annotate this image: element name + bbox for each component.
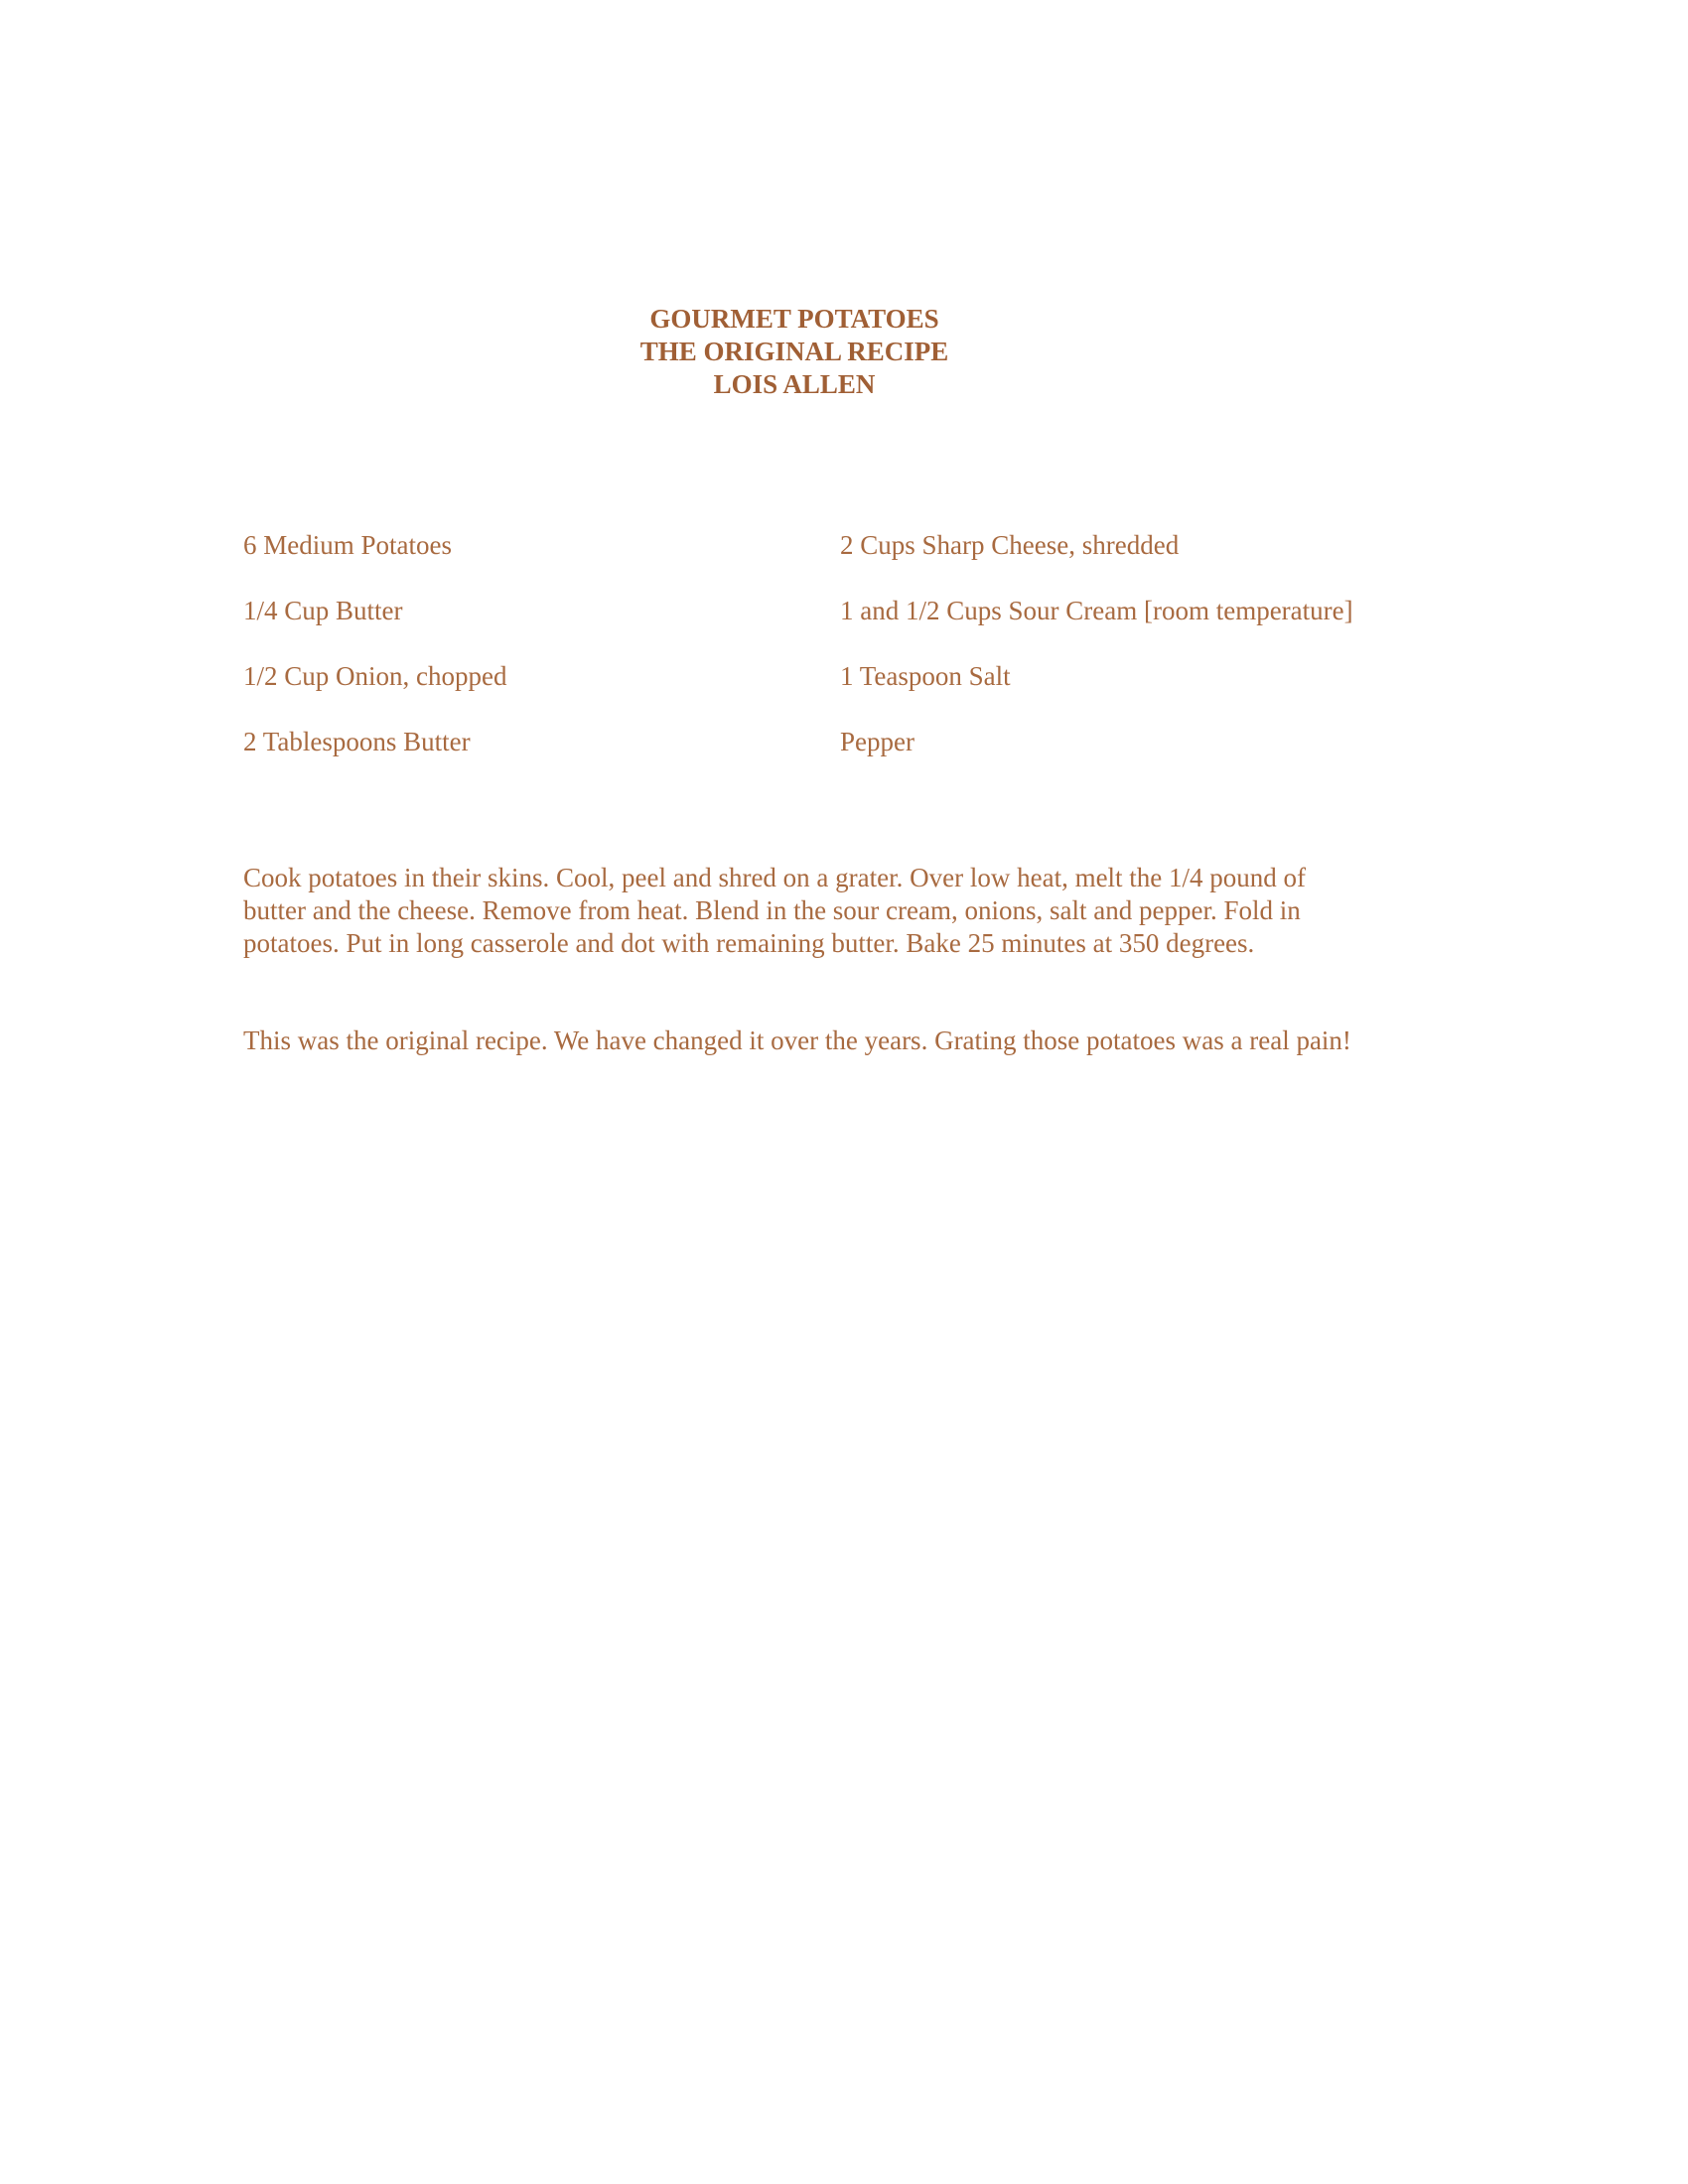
instructions-line: butter and the cheese. Remove from heat. Blend in the sour cream, onions, salt and pepper. Fold in — [243, 895, 1301, 925]
instructions-paragraph — [243, 862, 1435, 960]
instructions-line: Cook potatoes in their skins. Cool, peel and shred on a grater. Over low heat, melt the 1/4 pound of — [243, 863, 1307, 892]
ingredient-item: 1 Teaspoon Salt — [840, 661, 1011, 691]
ingredient-item: Pepper — [840, 727, 914, 756]
ingredient-item: 6 Medium Potatoes — [243, 530, 452, 560]
ingredient-item: 1 and 1/2 Cups Sour Cream [room temperature] — [840, 596, 1353, 625]
recipe-subtitle: THE ORIGINAL RECIPE — [639, 337, 949, 366]
recipe-author: LOIS ALLEN — [713, 369, 876, 399]
title-block — [596, 303, 993, 401]
recipe-title: GOURMET POTATOES — [649, 304, 939, 334]
closing-note: This was the original recipe. We have changed it over the years. Grating those potatoes was a real pain! — [243, 1025, 1351, 1055]
ingredients-right-column — [840, 528, 1353, 790]
instructions-line: potatoes. Put in long casserole and dot with remaining butter. Bake 25 minutes at 350 degrees. — [243, 928, 1255, 958]
ingredient-item: 2 Cups Sharp Cheese, shredded — [840, 530, 1180, 560]
ingredient-item: 2 Tablespoons Butter — [243, 727, 471, 756]
ingredient-item: 1/2 Cup Onion, chopped — [243, 661, 507, 691]
ingredient-item: 1/4 Cup Butter — [243, 596, 403, 625]
ingredients-left-column — [243, 528, 506, 790]
